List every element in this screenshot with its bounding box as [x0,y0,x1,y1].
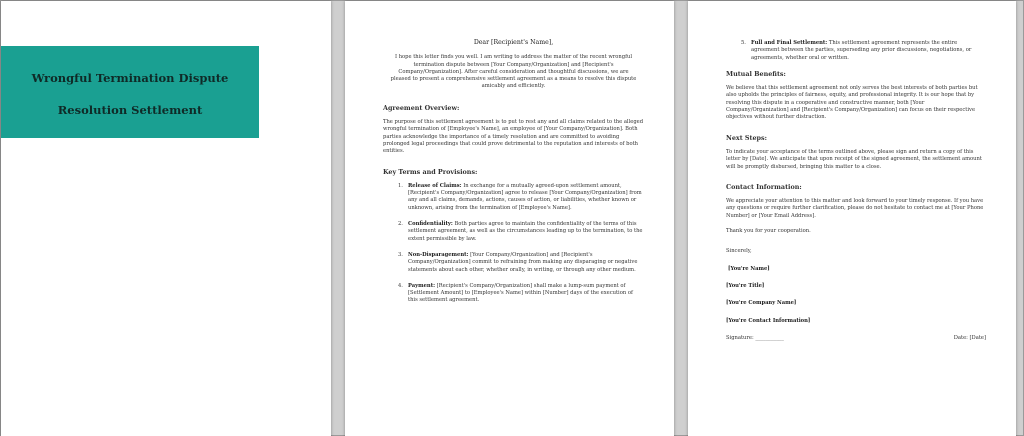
term-item [398,183,644,212]
terms-list [398,183,644,305]
term-item [741,40,986,62]
benefits-heading: Mutual Benefits: [726,69,786,78]
contact-heading: Contact Information: [726,182,802,191]
benefits-paragraph: We believe that this settlement agreement not only serves the best interests of both parties but also upholds the principles of fairness, equity, and professional integrity. It is our hope that by resolving this dispute in a cooperative and constructive manner, both [Your Company/Organization] and [Recipient's Company/Organization] can focus on their respective objectives without further distraction. [726,85,978,121]
cover-title-line2: Resolution Settlement [57,103,203,117]
term-item [398,283,644,305]
overview-heading: Agreement Overview: [383,103,460,112]
terms-list-continued [741,40,986,62]
next-steps-heading: Next Steps: [726,133,767,142]
overview-paragraph: The purpose of this settlement agreement is to put to rest any and all claims related to the alleged wrongful termination of [Employee's Name], an employee of [Your Company/Organization]. Both parties acknowledge the importance of a timely resolution and are committed to avoiding prolonged legal proceedings that could prove detrimental to the reputation and interests of both entities. [383,119,644,155]
letter-page-2 [688,1,1016,436]
term-label: Full and Final Settlement: [751,40,828,46]
term-text: Both parties agree to maintain the confidentiality of the terms of this settlement agreement, as well as the circumstances leading up to the termination, to the extent permissible by law. [408,221,643,242]
signer-company: [You're Company Name] [726,300,797,307]
term-text: This settlement agreement represents the entire agreement between the parties, superseding any prior discussions, negotiations, or agreements, whether oral or written. [751,40,972,61]
term-text: [Recipient's Company/Organization] shall make a lump-sum payment of [Settlement Amount] to [Employee's Name] within [Number] days of the execution of this settlement agreement. [408,282,633,304]
date-field: Date: [Date] [953,334,986,341]
term-label: Confidentiality: [408,221,453,228]
term-label: Release of Claims: [408,182,462,189]
intro-paragraph: I hope this letter finds you well. I am writing to address the matter of the recent wrongful termination dispute between [Your Company/Organization] and [Recipient's Company/Organization]. After careful consideration and thoughtful discussions, we are pleased to present a comprehensive settlement agreement as a means to resolve this dispute amicably and efficiently. [390,54,637,90]
cover-title-line1: Wrongful Termination Dispute [31,71,229,85]
term-label: Payment: [408,282,436,289]
term-text: [Your Company/Organization] and [Recipient's Company/Organization] commit to refraining from making any disparaging or negative statements about each other, whether orally, in writing, or through any other medium. [408,251,638,273]
term-number: 3. [398,251,403,258]
term-number: 2. [398,221,403,228]
signer-title: [You're Title] [726,282,765,289]
closing-line: Sincerely, [726,248,752,255]
term-number: 5. [741,40,746,46]
signature-row [726,335,986,342]
cover-page [1,1,331,436]
signer-contact: [You're Contact Information] [726,317,811,324]
term-label: Non-Disparagement: [408,251,469,258]
cover-title-banner [1,46,259,138]
contact-paragraph: We appreciate your attention to this matter and look forward to your timely response. If you have any questions or require further clarification, please do not hesitate to contact me at [Your Phone Number] or [Your Email Address]. [726,198,984,219]
terms-heading: Key Terms and Provisions: [383,167,478,176]
term-number: 4. [398,282,403,289]
thanks-line: Thank you for your cooperation. [726,228,811,235]
salutation: Dear [Recipient's Name], [473,39,554,46]
term-number: 1. [398,182,403,189]
next-steps-paragraph: To indicate your acceptance of the terms outlined above, please sign and return a copy of this letter by [Date]. We anticipate that upon receipt of the signed agreement, the settlement amount will be promptly disbursed, bringing this matter to a close. [726,148,982,170]
term-item [398,252,644,274]
signature-field: Signature: ___________ [726,334,784,341]
term-item [398,221,644,243]
letter-page-1 [345,1,674,436]
term-text: In exchange for a mutually agreed-upon settlement amount, [Recipient's Company/Organization] agree to release [Your Company/Organization] from any and all claims, demands, actions, causes of action, or liabilities, whether known or unknown, arising from the termination of [Employee's Name]. [408,182,642,211]
signer-name: [You're Name] [728,265,770,272]
